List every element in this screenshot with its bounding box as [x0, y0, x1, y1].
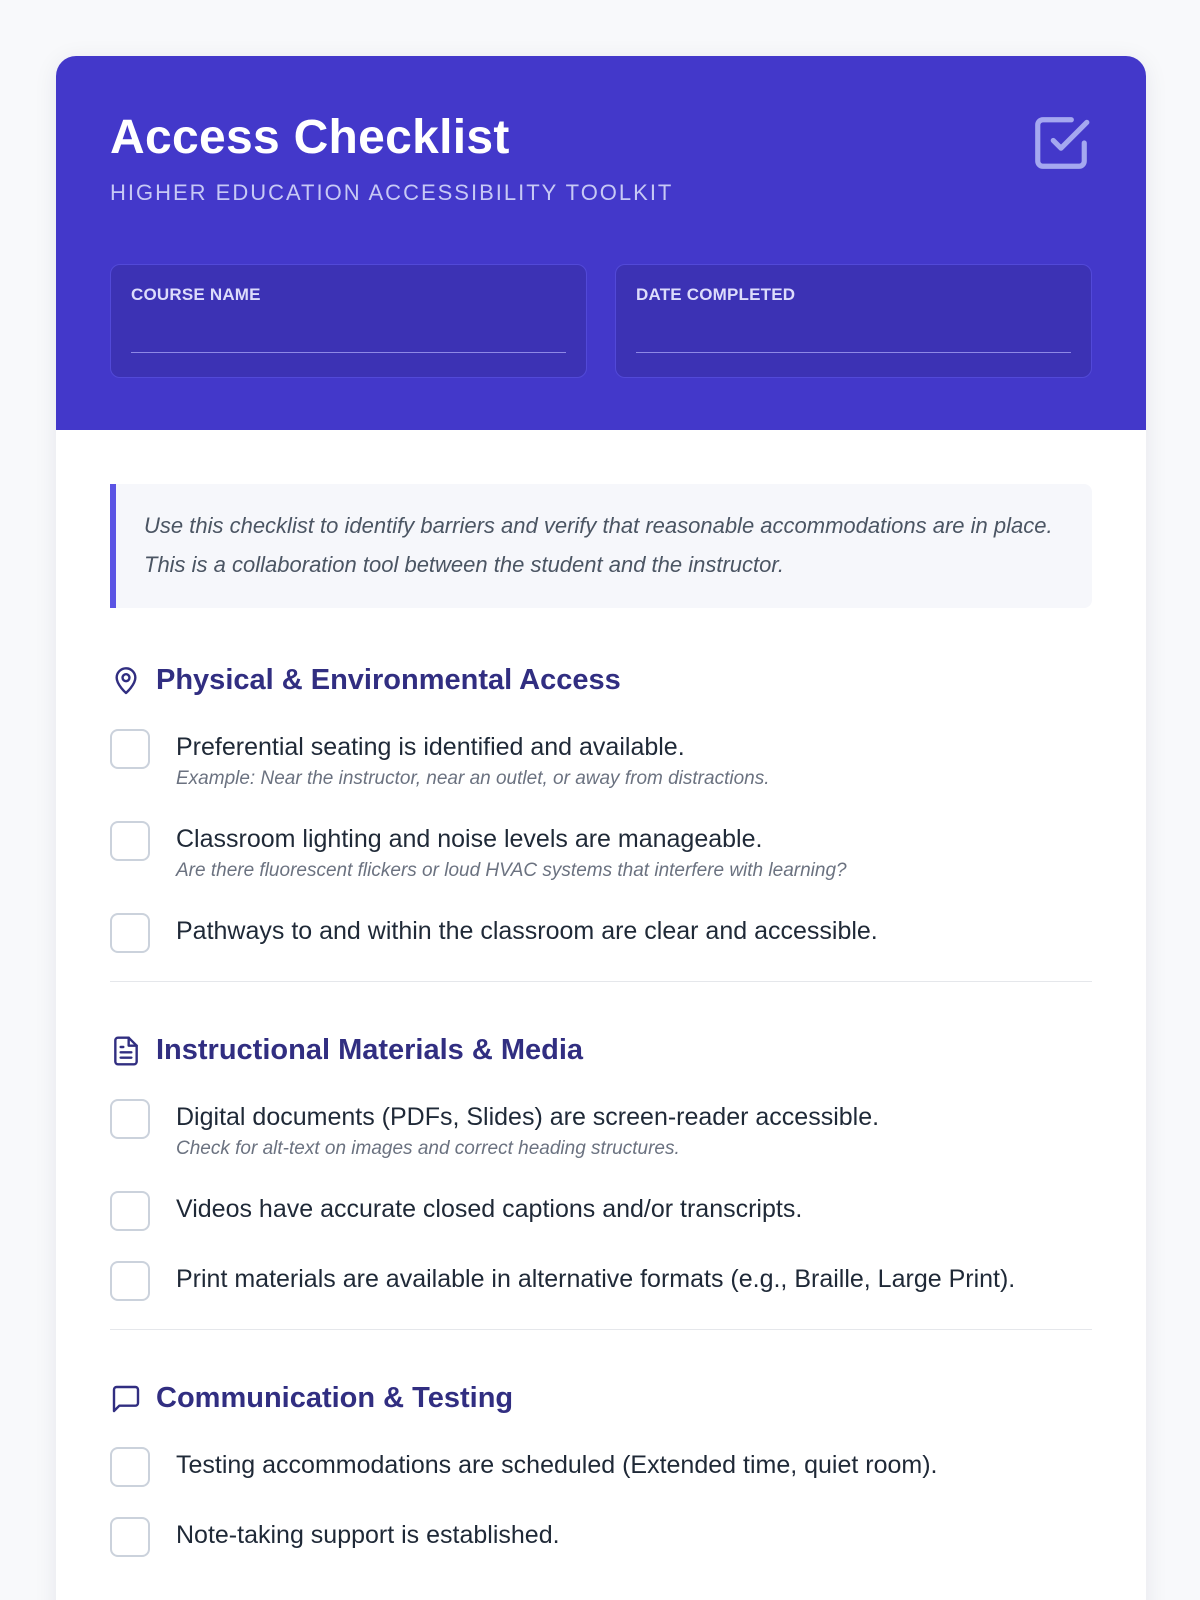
item-text: [176, 1445, 1092, 1485]
item-label: Digital documents (PDFs, Slides) are screen-reader accessible.: [176, 1103, 880, 1131]
section-title: Physical & Environmental Access: [156, 664, 621, 696]
item-label: Preferential seating is identified and available.: [176, 733, 685, 761]
checklist-item: [110, 1445, 1092, 1487]
section-instructional-materials: [110, 1034, 1092, 1330]
document-icon: [110, 1035, 142, 1067]
course-name-label: COURSE NAME: [131, 285, 261, 304]
checklist-items: [110, 1445, 1092, 1557]
item-text: [176, 911, 1092, 951]
item-text: [176, 1097, 1092, 1161]
checklist-item: [110, 1097, 1092, 1161]
checklist-items: [110, 727, 1092, 953]
checklist-header: [56, 56, 1146, 430]
map-pin-icon: [110, 665, 142, 697]
checklist-item: [110, 727, 1092, 791]
section-title: Instructional Materials & Media: [156, 1034, 584, 1066]
course-name-input[interactable]: [131, 323, 566, 353]
section-divider: [110, 1329, 1092, 1330]
page-subtitle: HIGHER EDUCATION ACCESSIBILITY TOOLKIT: [110, 180, 674, 205]
checklist-item: [110, 911, 1092, 953]
checklist-item: [110, 819, 1092, 883]
item-text: [176, 819, 1092, 883]
item-checkbox[interactable]: [110, 1447, 150, 1487]
item-checkbox[interactable]: [110, 1191, 150, 1231]
section-header: [110, 1382, 1092, 1415]
item-text: [176, 1189, 1092, 1229]
item-checkbox[interactable]: [110, 1099, 150, 1139]
intro-note: Use this checklist to identify barriers and verify that reasonable accommodations are in place. This is a collaboration tool between the student and the instructor.: [110, 484, 1092, 608]
section-header: [110, 1034, 1092, 1067]
section-physical-access: [110, 664, 1092, 982]
item-hint: Are there fluorescent flickers or loud HVAC systems that interfere with learning?: [176, 860, 847, 881]
item-checkbox[interactable]: [110, 821, 150, 861]
item-label: Pathways to and within the classroom are clear and accessible.: [176, 917, 878, 945]
item-label: Testing accommodations are scheduled (Extended time, quiet room).: [176, 1451, 938, 1479]
checklist-item: [110, 1515, 1092, 1557]
item-label: Videos have accurate closed captions and/or transcripts.: [176, 1195, 803, 1223]
date-completed-field: [615, 264, 1092, 378]
item-hint: Example: Near the instructor, near an outlet, or away from distractions.: [176, 768, 770, 789]
section-communication-testing: [110, 1382, 1092, 1557]
item-checkbox[interactable]: [110, 729, 150, 769]
item-label: Print materials are available in alternative formats (e.g., Braille, Large Print).: [176, 1265, 1016, 1293]
section-divider: [110, 981, 1092, 982]
item-text: [176, 1515, 1092, 1555]
course-name-field: [110, 264, 587, 378]
item-text: [176, 1259, 1092, 1299]
page-title: Access Checklist: [110, 111, 510, 164]
chat-bubble-icon: [110, 1383, 142, 1415]
item-label: Note-taking support is established.: [176, 1521, 560, 1549]
date-completed-input[interactable]: [636, 323, 1071, 353]
item-checkbox[interactable]: [110, 1517, 150, 1557]
checklist-card: [56, 56, 1146, 1600]
header-fields: [110, 264, 1092, 378]
date-completed-label: DATE COMPLETED: [636, 285, 796, 304]
checkbox-checked-icon: [1030, 112, 1092, 174]
section-title: Communication & Testing: [156, 1382, 514, 1414]
checklist-items: [110, 1097, 1092, 1301]
item-checkbox[interactable]: [110, 913, 150, 953]
item-hint: Check for alt-text on images and correct heading structures.: [176, 1138, 680, 1159]
item-checkbox[interactable]: [110, 1261, 150, 1301]
item-label: Classroom lighting and noise levels are manageable.: [176, 825, 763, 853]
checklist-body: [56, 430, 1146, 1557]
item-text: [176, 727, 1092, 791]
checklist-item: [110, 1189, 1092, 1231]
section-header: [110, 664, 1092, 697]
checklist-item: [110, 1259, 1092, 1301]
